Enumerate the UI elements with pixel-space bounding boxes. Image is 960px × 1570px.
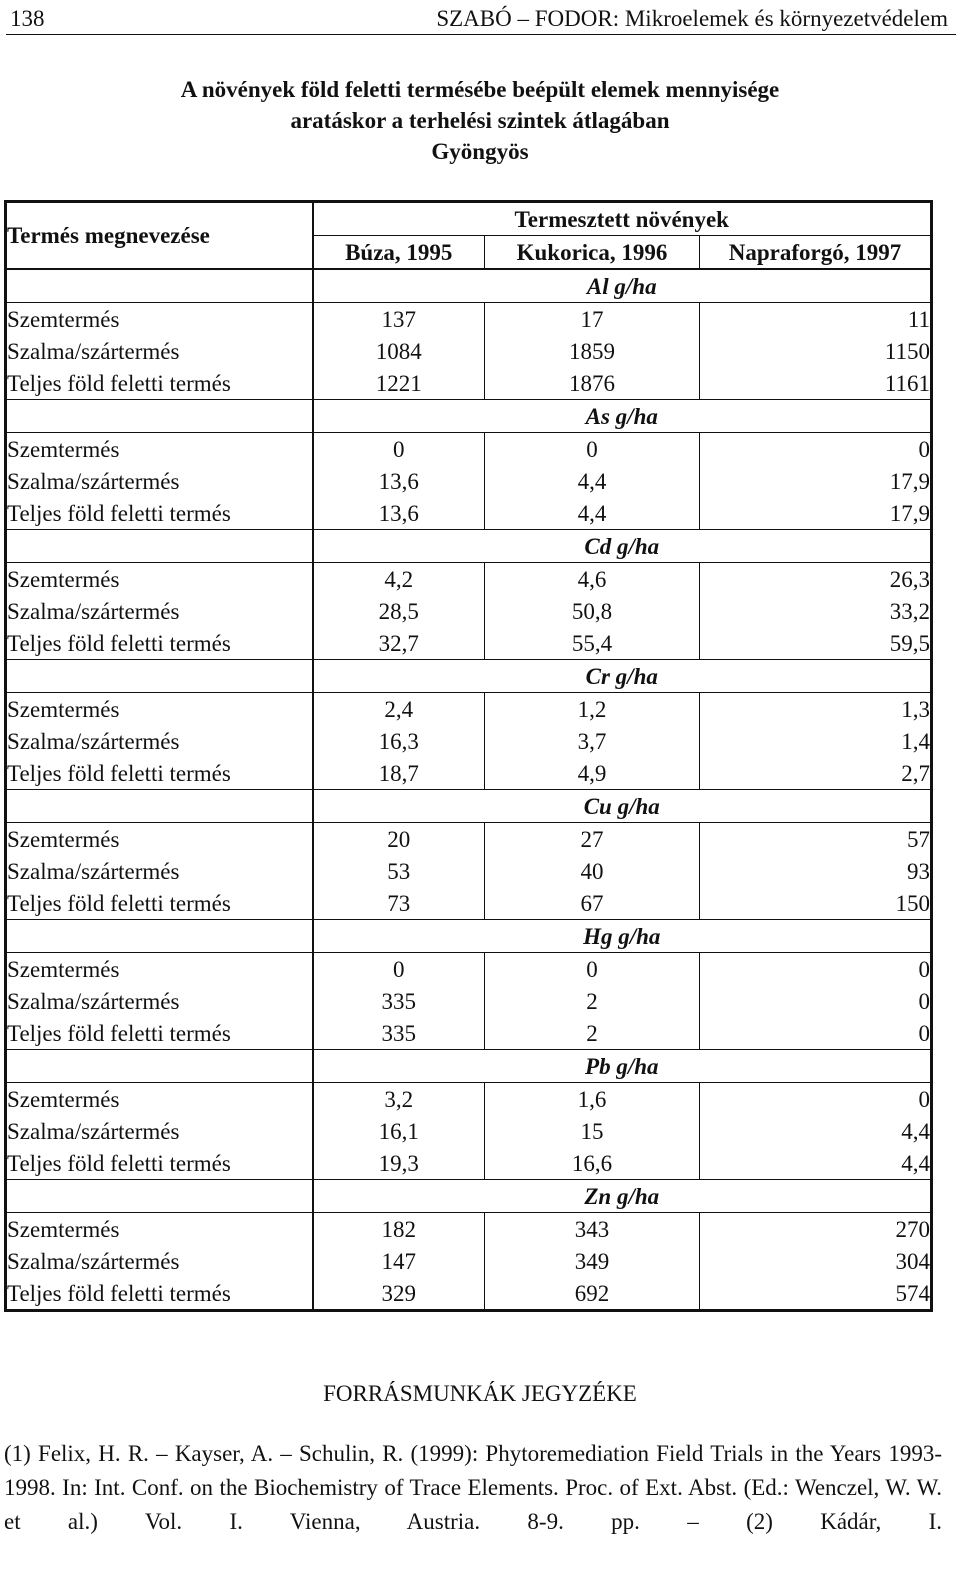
table-cell: 16,3 — [313, 725, 485, 757]
table-cell: 0 — [918, 436, 931, 462]
table-cell: 329 — [313, 1277, 485, 1311]
table-cell: 692 — [485, 1277, 700, 1311]
row-label: Szemtermés — [6, 433, 313, 466]
table-cell: 15 — [485, 1115, 700, 1147]
section-spacer-cell — [6, 400, 313, 433]
table-row — [6, 1083, 932, 1116]
table-row — [6, 953, 932, 986]
section-spacer-cell — [6, 920, 313, 953]
row-header-cell: Termés megnevezése — [6, 202, 313, 270]
table-cell: 335 — [313, 985, 485, 1017]
table-cell: 1084 — [313, 335, 485, 367]
column-header-wheat: Búza, 1995 — [313, 236, 485, 270]
table-row — [6, 335, 932, 367]
page-number: 138 — [10, 6, 45, 31]
table-cell: 13,6 — [313, 465, 485, 497]
table-row — [6, 1147, 932, 1180]
references-text: (1) Felix, H. R. – Kayser, A. – Schulin, R. (1999): Phytoremediation Field Trials in the Years 1993-1998. In: Int. Conf. on the Biochemistry of Trace Elements. Proc. of Ext. Abst. (Ed.: Wenczel, W. W. et al.) Vol. I. Vienna, Austria. 8-9. pp. – (2) Kádár, I. — [4, 1441, 942, 1534]
table-cell: 0 — [918, 988, 931, 1014]
section-header-row — [6, 400, 932, 433]
row-label: Teljes föld feletti termés — [6, 1277, 313, 1311]
table-cell: 270 — [895, 1216, 931, 1242]
table-cell: 1,3 — [901, 696, 931, 722]
table-cell: 0 — [485, 953, 700, 986]
row-label: Teljes föld feletti termés — [6, 627, 313, 660]
row-label: Szemtermés — [6, 823, 313, 856]
row-label: Teljes föld feletti termés — [6, 1147, 313, 1180]
table-row — [6, 1017, 932, 1050]
row-label: Szalma/szártermés — [6, 1245, 313, 1277]
section-title: Pb g/ha — [313, 1050, 932, 1083]
table-cell: 304 — [895, 1248, 931, 1274]
table-cell: 4,4 — [485, 465, 700, 497]
table-cell: 13,6 — [313, 497, 485, 530]
table-cell: 4,4 — [901, 1150, 931, 1176]
group-header-cell: Termesztett növények — [313, 202, 932, 236]
table-cell: 16,1 — [313, 1115, 485, 1147]
table-cell: 0 — [918, 1086, 931, 1112]
table-row — [6, 693, 932, 726]
table-cell: 50,8 — [485, 595, 700, 627]
table-cell: 0 — [313, 433, 485, 466]
table-row — [6, 1245, 932, 1277]
row-label: Teljes föld feletti termés — [6, 1017, 313, 1050]
table-cell: 4,6 — [485, 563, 700, 596]
section-spacer-cell — [6, 660, 313, 693]
section-title: Cu g/ha — [313, 790, 932, 823]
table-cell: 17,9 — [889, 500, 931, 526]
table-cell: 20 — [313, 823, 485, 856]
table-cell: 0 — [313, 953, 485, 986]
section-header-row — [6, 1050, 932, 1083]
table-cell: 16,6 — [485, 1147, 700, 1180]
section-spacer-cell — [6, 1050, 313, 1083]
table-row — [6, 1213, 932, 1246]
table-cell: 182 — [313, 1213, 485, 1246]
column-header-sunflower: Napraforgó, 1997 — [700, 236, 932, 270]
section-spacer-cell — [6, 530, 313, 563]
table-row — [6, 367, 932, 400]
table-row — [6, 465, 932, 497]
section-spacer-cell — [6, 790, 313, 823]
table-title-line-1: A növények föld feletti termésébe beépült elemek mennyisége — [180, 77, 780, 102]
row-label: Szemtermés — [6, 1083, 313, 1116]
row-label: Szalma/szártermés — [6, 985, 313, 1017]
table-row — [6, 433, 932, 466]
table-cell: 59,5 — [889, 630, 931, 656]
section-spacer-cell — [6, 1180, 313, 1213]
table-cell: 33,2 — [889, 598, 931, 624]
section-title: Al g/ha — [313, 269, 932, 303]
table-cell: 55,4 — [485, 627, 700, 660]
element-content-table — [4, 200, 933, 1312]
column-header-maize: Kukorica, 1996 — [485, 236, 700, 270]
table-cell: 28,5 — [313, 595, 485, 627]
table-cell: 349 — [485, 1245, 700, 1277]
table-cell: 17 — [485, 303, 700, 336]
table-cell: 53 — [313, 855, 485, 887]
table-cell: 147 — [313, 1245, 485, 1277]
table-row — [6, 757, 932, 790]
table-cell: 3,2 — [313, 1083, 485, 1116]
table-row — [6, 855, 932, 887]
section-title: Zn g/ha — [313, 1180, 932, 1213]
section-title: Cr g/ha — [313, 660, 932, 693]
table-cell: 40 — [485, 855, 700, 887]
table-header — [6, 202, 932, 270]
table-row — [6, 1277, 932, 1311]
table-cell: 1,2 — [485, 693, 700, 726]
table-row — [6, 497, 932, 530]
table-cell: 4,4 — [901, 1118, 931, 1144]
row-label: Szemtermés — [6, 1213, 313, 1246]
table-cell: 1876 — [485, 367, 700, 400]
table-cell: 2 — [485, 1017, 700, 1050]
section-header-row — [6, 660, 932, 693]
section-header-row — [6, 920, 932, 953]
section-title: As g/ha — [313, 400, 932, 433]
table-row — [6, 823, 932, 856]
row-label: Teljes föld feletti termés — [6, 367, 313, 400]
table-cell: 574 — [895, 1280, 931, 1306]
row-label: Teljes föld feletti termés — [6, 757, 313, 790]
row-label: Teljes föld feletti termés — [6, 887, 313, 920]
table-cell: 343 — [485, 1213, 700, 1246]
row-label: Szemtermés — [6, 563, 313, 596]
table-cell: 67 — [485, 887, 700, 920]
table-cell: 150 — [895, 890, 931, 916]
table-cell: 1221 — [313, 367, 485, 400]
table-cell: 11 — [907, 306, 931, 332]
table-cell: 0 — [485, 433, 700, 466]
section-spacer-cell — [6, 269, 313, 303]
table-title-line-2: aratáskor a terhelési szintek átlagában — [290, 108, 670, 133]
table-cell: 27 — [485, 823, 700, 856]
table-body — [6, 269, 932, 1311]
section-header-row — [6, 1180, 932, 1213]
row-label: Szemtermés — [6, 693, 313, 726]
table-cell: 1,6 — [485, 1083, 700, 1116]
table-row — [6, 985, 932, 1017]
table-cell: 26,3 — [889, 566, 931, 592]
row-label: Teljes föld feletti termés — [6, 497, 313, 530]
table-cell: 1161 — [884, 370, 931, 396]
table-row — [6, 563, 932, 596]
table-cell: 3,7 — [485, 725, 700, 757]
row-label: Szemtermés — [6, 953, 313, 986]
table-cell: 2,4 — [313, 693, 485, 726]
row-label: Szalma/szártermés — [6, 1115, 313, 1147]
table-title-line-3: Gyöngyös — [431, 139, 529, 164]
table-cell: 17,9 — [889, 468, 931, 494]
table-cell: 1,4 — [901, 728, 931, 754]
table-cell: 57 — [907, 826, 931, 852]
table-cell: 1859 — [485, 335, 700, 367]
table-cell: 2,7 — [901, 760, 931, 786]
table-title — [0, 74, 960, 167]
table-row — [6, 887, 932, 920]
table-cell: 73 — [313, 887, 485, 920]
row-label: Szalma/szártermés — [6, 725, 313, 757]
row-label: Szemtermés — [6, 303, 313, 336]
page-header — [6, 4, 956, 35]
table-cell: 4,4 — [485, 497, 700, 530]
table-cell: 335 — [313, 1017, 485, 1050]
section-header-row — [6, 530, 932, 563]
row-label: Szalma/szártermés — [6, 855, 313, 887]
row-label: Szalma/szártermés — [6, 595, 313, 627]
section-header-row — [6, 790, 932, 823]
row-label: Szalma/szártermés — [6, 465, 313, 497]
section-title: Cd g/ha — [313, 530, 932, 563]
table-cell: 0 — [918, 1020, 931, 1046]
table-cell: 93 — [907, 858, 931, 884]
table-cell: 0 — [918, 956, 931, 982]
table-cell: 1150 — [884, 338, 931, 364]
table-cell: 4,2 — [313, 563, 485, 596]
table-cell: 4,9 — [485, 757, 700, 790]
row-label: Szalma/szártermés — [6, 335, 313, 367]
section-title: Hg g/ha — [313, 920, 932, 953]
table-cell: 32,7 — [313, 627, 485, 660]
running-title: SZABÓ – FODOR: Mikroelemek és környezetvédelem — [436, 6, 948, 31]
references-heading: FORRÁSMUNKÁK JEGYZÉKE — [323, 1381, 637, 1406]
table-cell: 137 — [313, 303, 485, 336]
table-row — [6, 627, 932, 660]
table-row — [6, 725, 932, 757]
section-header-row — [6, 269, 932, 303]
table-cell: 19,3 — [313, 1147, 485, 1180]
table-cell: 18,7 — [313, 757, 485, 790]
table-row — [6, 303, 932, 336]
table-cell: 2 — [485, 985, 700, 1017]
table-row — [6, 595, 932, 627]
table-row — [6, 1115, 932, 1147]
